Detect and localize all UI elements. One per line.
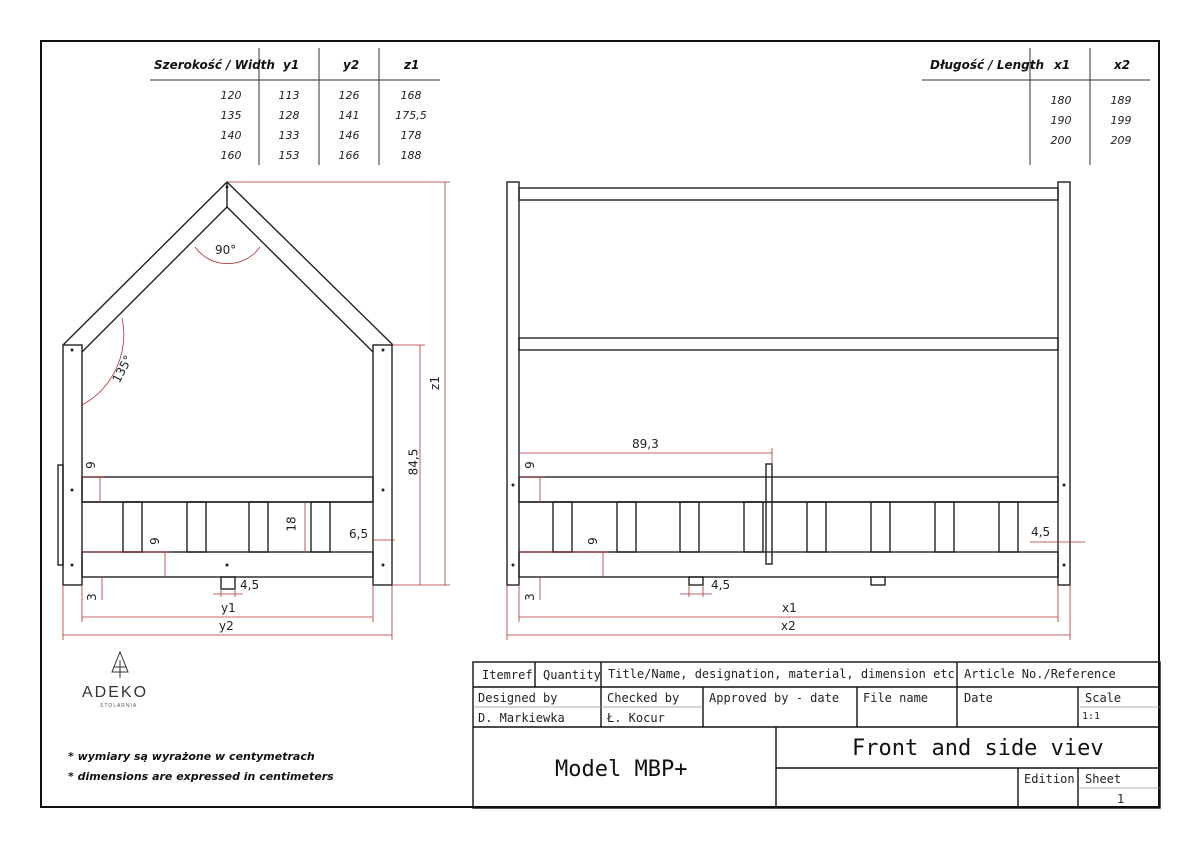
designed-by-label: Designed by: [478, 691, 558, 705]
front-dim-4-5-foot: 4,5: [711, 578, 731, 592]
front-dim-x1: x1: [782, 601, 797, 615]
side-dim-9-top: 9: [83, 461, 98, 469]
width-cell: 141: [338, 109, 360, 122]
angle-side-label: 135°: [109, 352, 136, 386]
width-cell: 168: [400, 89, 422, 102]
checked-by-label: Checked by: [607, 691, 680, 705]
width-cell: 140: [220, 129, 242, 142]
side-dim-9-bottom: 9: [147, 537, 162, 545]
width-cell: 160: [220, 149, 242, 162]
title-block-grid: [473, 662, 1160, 808]
length-cell: 199: [1110, 114, 1132, 127]
front-dim-4-5-right: 4,5: [1031, 525, 1051, 539]
front-view-outline: [507, 182, 1070, 585]
logo-name: ADEKO: [82, 684, 149, 701]
width-table-header-label: Szerokość / Width: [154, 58, 275, 72]
sheet-label: Sheet: [1085, 772, 1122, 786]
scale-label: Scale: [1085, 691, 1122, 705]
length-cell: 209: [1110, 134, 1132, 147]
sheet-value: 1: [1117, 792, 1125, 806]
width-cell: 153: [278, 149, 300, 162]
model-name: Model MBP+: [555, 757, 688, 782]
side-dim-84-5: 84,5: [406, 448, 421, 476]
front-dim-9-bottom: 9: [585, 537, 600, 545]
width-table-header-y1: y1: [283, 58, 300, 72]
side-dim-4-5: 4,5: [240, 578, 260, 592]
note-english: * dimensions are expressed in centimeters: [68, 770, 334, 783]
front-dim-89-3: 89,3: [632, 437, 659, 451]
side-dim-y1: y1: [221, 601, 236, 615]
note-polish: * wymiary są wyrażone w centymetrach: [68, 750, 315, 763]
width-cell: 146: [338, 129, 360, 142]
date-label: Date: [964, 691, 993, 705]
title-name-label: Title/Name, designation, material, dimension etc: [608, 667, 955, 681]
itemref-label: Itemref: [482, 668, 533, 682]
side-dim-3: 3: [84, 593, 99, 601]
width-cell: 120: [220, 89, 242, 102]
quantity-label: Quantity: [543, 668, 601, 682]
checked-by-value: Ł. Kocur: [607, 711, 665, 725]
width-cell: 178: [400, 129, 422, 142]
width-cell: 175,5: [395, 109, 427, 122]
article-label: Article No./Reference: [964, 667, 1116, 681]
width-table-header-y2: y2: [343, 58, 360, 72]
width-table-header-z1: z1: [404, 58, 420, 72]
scale-value: 1:1: [1082, 711, 1101, 722]
side-dim-y2: y2: [219, 619, 234, 633]
width-cell: 166: [338, 149, 360, 162]
width-cell: 113: [278, 89, 300, 102]
approved-by-label: Approved by - date: [709, 691, 840, 705]
view-title: Front and side viev: [852, 736, 1104, 761]
length-cell: 190: [1050, 114, 1072, 127]
width-cell: 128: [278, 109, 300, 122]
front-dim-x2: x2: [781, 619, 796, 633]
side-dim-6-5: 6,5: [349, 527, 369, 541]
length-table-header-x2: x2: [1114, 58, 1131, 72]
front-dim-9-top: 9: [522, 461, 537, 469]
length-table-header-x1: x1: [1054, 58, 1071, 72]
width-cell: 135: [220, 109, 242, 122]
width-cell: 133: [278, 129, 300, 142]
side-dim-z1: z1: [427, 376, 442, 390]
length-cell: 200: [1050, 134, 1072, 147]
side-dim-18: 18: [284, 516, 299, 532]
angle-top-label: 90°: [215, 243, 237, 257]
length-table-header-label: Długość / Length: [930, 58, 1045, 72]
width-cell: 126: [338, 89, 360, 102]
logo-subtitle: STOLARNIA: [100, 703, 138, 709]
length-cell: 180: [1050, 94, 1072, 107]
width-cell: 188: [400, 149, 422, 162]
front-view-screws: [512, 484, 1066, 567]
file-name-label: File name: [863, 691, 929, 705]
front-dim-3: 3: [522, 593, 537, 601]
tree-logo-icon: [112, 652, 128, 678]
length-cell: 189: [1110, 94, 1132, 107]
edition-label: Edition: [1024, 772, 1075, 786]
designed-by-value: D. Markiewka: [478, 711, 565, 725]
